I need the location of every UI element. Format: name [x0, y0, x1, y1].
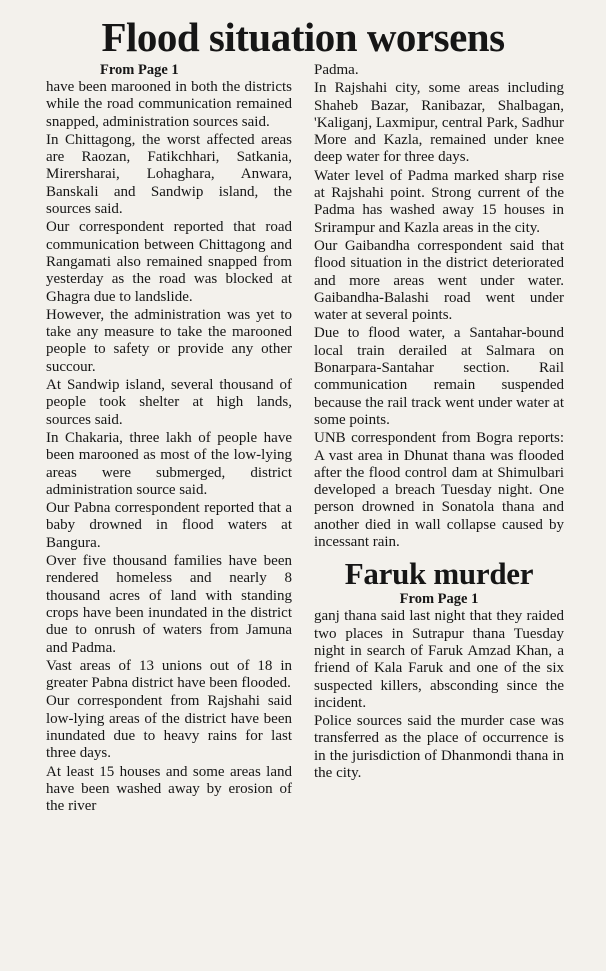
from-page-label: From Page 1: [399, 591, 479, 608]
paragraph: Padma.: [314, 62, 359, 78]
paragraph: Our correspondent reported that road communication between Chittagong and Rangamati also remained snapped from yesterday as the road was blocked at Ghagra due to landslide.: [46, 219, 292, 305]
paragraph: At least 15 houses and some areas land have been washed away by erosion of the river: [46, 763, 292, 815]
paragraph: At Sandwip island, several thousand of people took shelter at high lands, sources said.: [46, 377, 292, 428]
paragraph: Vast areas of 13 unions out of 18 in greater Pabna district have been flooded.: [46, 657, 292, 692]
paragraph: In Chittagong, the worst affected areas are Raozan, Fatikchhari, Satkania, Mirersharai, Lohaghara, Anwara, Banskali and Sandwip island, the sources said.: [46, 131, 292, 218]
paragraph: Water level of Padma marked sharp rise at Rajshahi point. Strong current of the Padma has washed away 15 houses in Srirampur and Kazla areas in the city.: [314, 167, 564, 236]
paragraph: Our Pabna correspondent reported that a baby drowned in flood waters at Bangura.: [46, 500, 292, 551]
paragraph: Over five thousand families have been rendered homeless and nearly 8 thousand acres of land with standing crops have been inundated in the district due to onrush of waters from Jamuna and Padma.: [46, 553, 292, 656]
headline-faruk-murder: Faruk murder: [344, 556, 534, 592]
paragraph: UNB correspondent from Bogra reports: A vast area in Dhunat thana was flooded after the flood control dam at Shimulbari developed a breach Tuesday night. One person drowned in Sonatola thana and another died in wall collapse caused by incessant rain.: [314, 430, 564, 551]
paragraph: Our correspondent from Rajshahi said low-lying areas of the district have been inundated due to heavy rains for last three days.: [46, 693, 292, 762]
from-page-label: From Page 1: [100, 62, 179, 78]
right-column: [314, 62, 564, 783]
paragraph: Due to flood water, a Santahar-bound local train derailed at Salmara on Bonarpara-Santahar section. Rail communication remain suspended because the rail track went under water at some points.: [314, 325, 564, 428]
paragraph: In Rajshahi city, some areas including Shaheb Bazar, Ranibazar, Shalbagan, 'Kaliganj, Laxmipur, central Park, Sadhur More and Kazla, remained under knee deep water for three days.: [314, 80, 564, 166]
paragraph: ganj thana said last night that they raided two places in Sutrapur thana Tuesday night in search of Faruk Amzad Khan, a friend of Kala Faruk and one of the six suspected killers, absconding since the incident.: [314, 608, 564, 711]
paragraph: In Chakaria, three lakh of people have been marooned as most of the low-lying areas were submerged, district administration source said.: [46, 429, 292, 498]
paragraph: Our Gaibandha correspondent said that flood situation in the district deteriorated and more areas went under water. Gaibandha-Balashi road went under water at several points.: [314, 237, 564, 324]
paragraph: have been marooned in both the districts while the road communication remained snapped, administration sources said.: [46, 79, 292, 130]
paragraph: However, the administration was yet to take any measure to take the marooned people to safety or provide any other succour.: [46, 306, 292, 375]
left-column: [46, 62, 292, 816]
paragraph: Police sources said the murder case was transferred as the place of occurrence is in the jurisdiction of Dhanmondi thana in the city.: [314, 713, 564, 781]
headline-flood: Flood situation worsens: [101, 14, 505, 60]
